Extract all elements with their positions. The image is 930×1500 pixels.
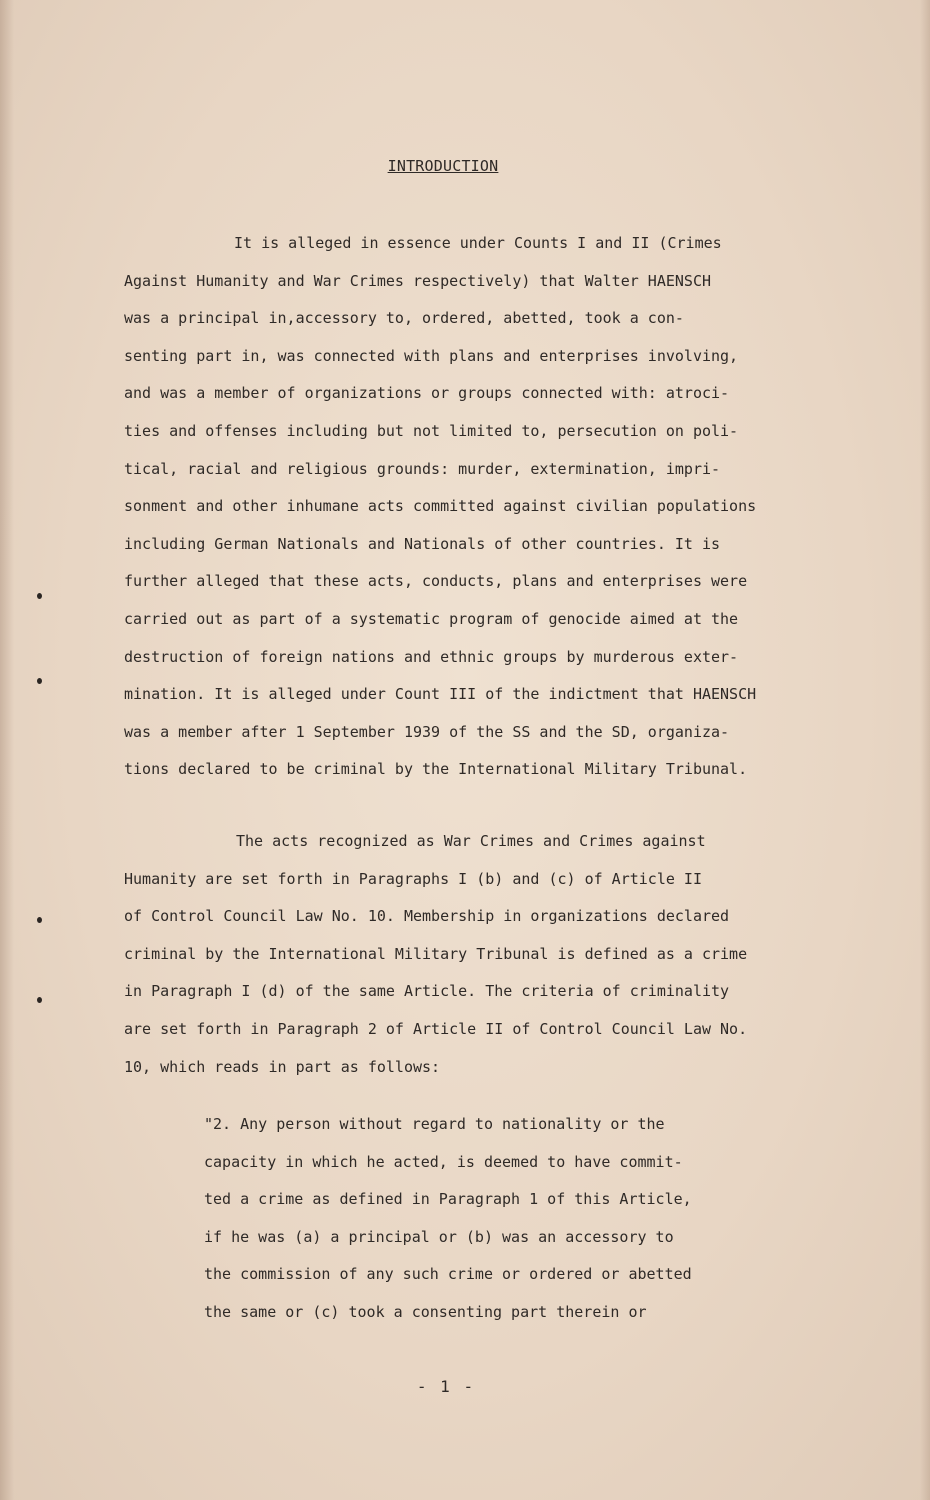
text-line: It is alleged in essence under Counts I and II (Crimes: [234, 234, 722, 252]
text-line: including German Nationals and Nationals of other countries. It is: [124, 534, 721, 553]
page-number: - 1 -: [416, 1377, 476, 1396]
text-line: sonment and other inhumane acts committed against civilian populations: [124, 497, 757, 516]
quote-line: the same or (c) took a consenting part therein or: [204, 1302, 647, 1321]
page-edge-shadow-right: [920, 0, 930, 1500]
text-line: ties and offenses including but not limited to, persecution on poli-: [124, 421, 739, 440]
quote-line: if he was (a) a principal or (b) was an accessory to: [204, 1227, 674, 1246]
text-line: mination. It is alleged under Count III of the indictment that HAENSCH: [124, 685, 757, 704]
text-line: was a principal in,accessory to, ordered, abetted, took a con-: [124, 309, 684, 328]
quote-line: ted a crime as defined in Paragraph 1 of this Article,: [204, 1190, 692, 1209]
paragraph-allegations: [124, 225, 814, 789]
text-line: of Control Council Law No. 10. Membership in organizations declared: [124, 907, 730, 926]
text-line: Against Humanity and War Crimes respectively) that Walter HAENSCH: [124, 271, 711, 290]
text-line: criminal by the International Military Tribunal is defined as a crime: [124, 944, 748, 963]
page-edge-shadow-left: [0, 0, 14, 1500]
text-line: was a member after 1 September 1939 of the SS and the SD, organiza-: [124, 722, 730, 741]
binding-hole-mark: [37, 917, 42, 923]
text-line: 10, which reads in part as follows:: [124, 1057, 441, 1076]
text-line: senting part in, was connected with plans and enterprises involving,: [124, 346, 739, 365]
text-line: are set forth in Paragraph 2 of Article II of Control Council Law No.: [124, 1019, 748, 1038]
binding-hole-mark: [37, 678, 42, 684]
quote-line: capacity in which he acted, is deemed to have commit-: [204, 1152, 683, 1171]
text-line: further alleged that these acts, conducts, plans and enterprises were: [124, 572, 748, 591]
text-line: in Paragraph I (d) of the same Article. The criteria of criminality: [124, 982, 730, 1001]
document-title: INTRODUCTION: [387, 157, 499, 175]
binding-hole-mark: [37, 593, 42, 599]
binding-hole-mark: [37, 997, 42, 1003]
quoted-law-excerpt: [204, 1106, 764, 1332]
text-line: Humanity are set forth in Paragraphs I (b) and (c) of Article II: [124, 869, 702, 888]
text-line: destruction of foreign nations and ethnic groups by murderous exter-: [124, 647, 739, 666]
quote-line: "2. Any person without regard to nationality or the: [204, 1115, 665, 1133]
text-line: and was a member of organizations or groups connected with: atroci-: [124, 384, 730, 403]
quote-line: the commission of any such crime or ordered or abetted: [204, 1265, 692, 1284]
text-line: tical, racial and religious grounds: murder, extermination, impri-: [124, 459, 721, 478]
text-line: carried out as part of a systematic program of genocide aimed at the: [124, 609, 739, 628]
text-line: tions declared to be criminal by the International Military Tribunal.: [124, 760, 748, 779]
text-line: The acts recognized as War Crimes and Crimes against: [236, 832, 706, 850]
paragraph-legal-basis: [124, 823, 814, 1086]
